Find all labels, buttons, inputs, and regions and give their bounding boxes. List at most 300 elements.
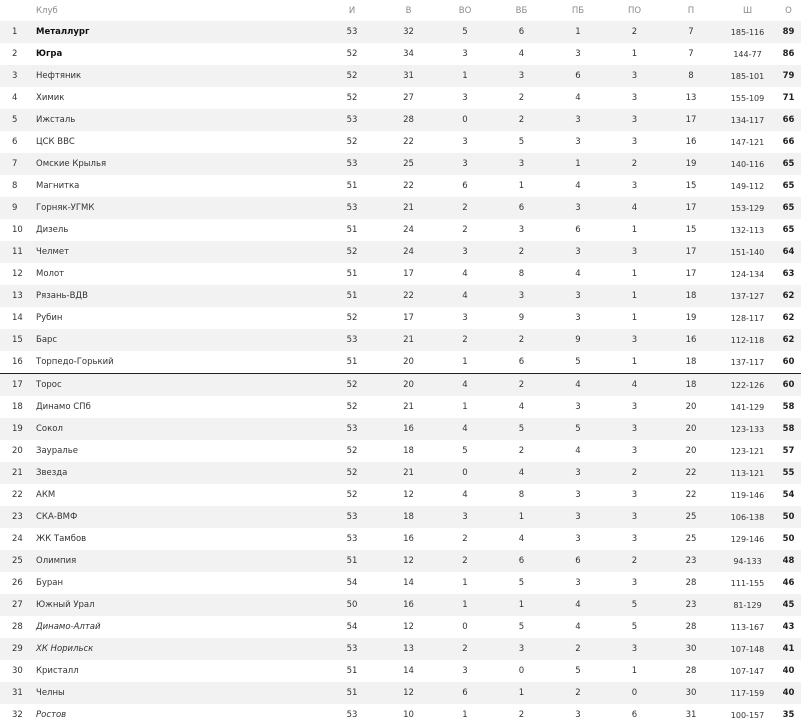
overtime-wins: 2 (437, 550, 493, 572)
wins: 24 (380, 219, 437, 241)
overtime-wins: 2 (437, 219, 493, 241)
losses: 19 (663, 307, 719, 329)
games-played: 53 (324, 704, 380, 726)
table-row[interactable] (0, 462, 801, 484)
team-position: 22 (0, 484, 32, 506)
team-name[interactable]: Нефтяник (32, 65, 324, 87)
overtime-losses: 2 (606, 153, 663, 175)
team-position: 10 (0, 219, 32, 241)
header-so-wins[interactable]: ВБ (515, 5, 528, 16)
points: 63 (776, 263, 801, 285)
overtime-losses: 1 (606, 43, 663, 65)
games-played: 52 (324, 307, 380, 329)
overtime-losses: 3 (606, 175, 663, 197)
overtime-losses: 3 (606, 241, 663, 263)
shootout-wins: 1 (493, 594, 550, 616)
shootout-losses: 4 (550, 175, 606, 197)
table-row[interactable] (0, 528, 801, 550)
team-name[interactable]: Ростов (32, 704, 324, 726)
losses: 30 (663, 682, 719, 704)
table-row[interactable] (0, 131, 801, 153)
games-played: 52 (324, 43, 380, 65)
points: 65 (776, 153, 801, 175)
games-played: 51 (324, 660, 380, 682)
overtime-losses: 3 (606, 131, 663, 153)
wins: 14 (380, 660, 437, 682)
games-played: 52 (324, 374, 380, 397)
table-row[interactable] (0, 594, 801, 616)
wins: 21 (380, 462, 437, 484)
points: 55 (776, 462, 801, 484)
shootout-wins: 2 (493, 329, 550, 351)
team-name[interactable]: Рязань-ВДВ (32, 285, 324, 307)
overtime-wins: 4 (437, 418, 493, 440)
points: 64 (776, 241, 801, 263)
goal-difference: 149-112 (719, 175, 776, 197)
losses: 8 (663, 65, 719, 87)
shootout-losses: 3 (550, 572, 606, 594)
points: 58 (776, 418, 801, 440)
header-row (0, 0, 801, 21)
shootout-losses: 4 (550, 594, 606, 616)
header-position[interactable] (0, 0, 32, 21)
team-name[interactable]: Челны (32, 682, 324, 704)
table-row[interactable] (0, 241, 801, 263)
team-name[interactable]: Дизель (32, 219, 324, 241)
wins: 16 (380, 418, 437, 440)
shootout-wins: 6 (493, 351, 550, 374)
shootout-losses: 3 (550, 131, 606, 153)
table-row[interactable] (0, 506, 801, 528)
team-name[interactable]: Магнитка (32, 175, 324, 197)
goal-difference: 137-127 (719, 285, 776, 307)
shootout-wins: 2 (493, 374, 550, 397)
overtime-wins: 6 (437, 175, 493, 197)
points: 66 (776, 109, 801, 131)
goal-difference: 123-121 (719, 440, 776, 462)
team-name[interactable]: АКМ (32, 484, 324, 506)
points: 62 (776, 329, 801, 351)
wins: 14 (380, 572, 437, 594)
team-position: 32 (0, 704, 32, 726)
shootout-losses: 6 (550, 550, 606, 572)
table-row[interactable] (0, 43, 801, 65)
team-name[interactable]: Южный Урал (32, 594, 324, 616)
overtime-wins: 1 (437, 594, 493, 616)
overtime-losses: 4 (606, 197, 663, 219)
losses: 15 (663, 175, 719, 197)
overtime-wins: 5 (437, 21, 493, 43)
overtime-losses: 3 (606, 65, 663, 87)
goal-difference: 81-129 (719, 594, 776, 616)
overtime-wins: 4 (437, 374, 493, 397)
team-name[interactable]: Металлург (32, 21, 324, 43)
goal-difference: 155-109 (719, 87, 776, 109)
games-played: 51 (324, 351, 380, 374)
table-row[interactable] (0, 704, 801, 726)
shootout-losses: 3 (550, 43, 606, 65)
goal-difference: 132-113 (719, 219, 776, 241)
overtime-losses: 1 (606, 351, 663, 374)
shootout-wins: 3 (493, 153, 550, 175)
games-played: 54 (324, 616, 380, 638)
losses: 22 (663, 484, 719, 506)
goal-difference: 107-148 (719, 638, 776, 660)
goal-difference: 153-129 (719, 197, 776, 219)
games-played: 53 (324, 528, 380, 550)
points: 89 (776, 21, 801, 43)
overtime-wins: 3 (437, 43, 493, 65)
standings-header (0, 0, 801, 21)
losses: 31 (663, 704, 719, 726)
goal-difference: 144-77 (719, 43, 776, 65)
shootout-wins: 3 (493, 219, 550, 241)
shootout-losses: 3 (550, 396, 606, 418)
shootout-losses: 9 (550, 329, 606, 351)
overtime-losses: 2 (606, 550, 663, 572)
team-position: 19 (0, 418, 32, 440)
table-row[interactable] (0, 109, 801, 131)
overtime-losses: 1 (606, 307, 663, 329)
wins: 17 (380, 307, 437, 329)
losses: 15 (663, 219, 719, 241)
overtime-wins: 2 (437, 197, 493, 219)
header-wins[interactable]: В (405, 5, 412, 16)
losses: 7 (663, 43, 719, 65)
header-ot-wins[interactable]: ВО (458, 5, 472, 16)
overtime-losses: 3 (606, 440, 663, 462)
shootout-losses: 3 (550, 462, 606, 484)
wins: 24 (380, 241, 437, 263)
overtime-losses: 1 (606, 285, 663, 307)
table-row[interactable] (0, 638, 801, 660)
table-row[interactable] (0, 616, 801, 638)
wins: 13 (380, 638, 437, 660)
table-row[interactable] (0, 418, 801, 440)
table-row[interactable] (0, 197, 801, 219)
table-row[interactable] (0, 329, 801, 351)
shootout-wins: 2 (493, 87, 550, 109)
overtime-losses: 5 (606, 594, 663, 616)
points: 58 (776, 396, 801, 418)
shootout-wins: 3 (493, 638, 550, 660)
team-position: 16 (0, 351, 32, 374)
games-played: 52 (324, 241, 380, 263)
team-name[interactable]: Буран (32, 572, 324, 594)
team-name[interactable]: Сокол (32, 418, 324, 440)
team-name[interactable]: Торос (32, 374, 324, 397)
team-name[interactable]: Звезда (32, 462, 324, 484)
shootout-wins: 4 (493, 528, 550, 550)
goal-difference: 129-146 (719, 528, 776, 550)
shootout-losses: 3 (550, 109, 606, 131)
shootout-losses: 3 (550, 285, 606, 307)
shootout-losses: 3 (550, 506, 606, 528)
header-games[interactable]: И (348, 5, 356, 16)
overtime-losses: 3 (606, 396, 663, 418)
team-name[interactable]: СКА-ВМФ (32, 506, 324, 528)
team-name[interactable]: Динамо-Алтай (32, 616, 324, 638)
games-played: 52 (324, 87, 380, 109)
shootout-wins: 2 (493, 704, 550, 726)
wins: 25 (380, 153, 437, 175)
overtime-wins: 3 (437, 660, 493, 682)
team-name[interactable]: Ижсталь (32, 109, 324, 131)
losses: 23 (663, 594, 719, 616)
team-position: 31 (0, 682, 32, 704)
losses: 7 (663, 21, 719, 43)
table-row[interactable] (0, 351, 801, 374)
table-row[interactable] (0, 263, 801, 285)
losses: 25 (663, 528, 719, 550)
shootout-losses: 3 (550, 241, 606, 263)
header-so-losses[interactable]: ПБ (571, 5, 585, 16)
team-name[interactable]: Молот (32, 263, 324, 285)
losses: 22 (663, 462, 719, 484)
shootout-losses: 3 (550, 197, 606, 219)
losses: 18 (663, 351, 719, 374)
goal-difference: 185-101 (719, 65, 776, 87)
points: 62 (776, 285, 801, 307)
table-row[interactable] (0, 175, 801, 197)
overtime-losses: 3 (606, 109, 663, 131)
shootout-losses: 3 (550, 528, 606, 550)
goal-difference: 113-121 (719, 462, 776, 484)
shootout-wins: 6 (493, 197, 550, 219)
games-played: 52 (324, 396, 380, 418)
shootout-losses: 3 (550, 484, 606, 506)
points: 60 (776, 351, 801, 374)
games-played: 53 (324, 638, 380, 660)
losses: 28 (663, 616, 719, 638)
table-row[interactable] (0, 285, 801, 307)
standings-body (0, 21, 801, 726)
shootout-wins: 1 (493, 175, 550, 197)
shootout-wins: 4 (493, 43, 550, 65)
games-played: 54 (324, 572, 380, 594)
overtime-wins: 2 (437, 329, 493, 351)
overtime-wins: 3 (437, 241, 493, 263)
team-name[interactable]: Челмет (32, 241, 324, 263)
goal-difference: 122-126 (719, 374, 776, 397)
team-name[interactable]: Химик (32, 87, 324, 109)
shootout-wins: 6 (493, 550, 550, 572)
team-name[interactable]: ЦСК ВВС (32, 131, 324, 153)
games-played: 52 (324, 462, 380, 484)
wins: 20 (380, 374, 437, 397)
header-losses[interactable]: П (687, 5, 695, 16)
games-played: 52 (324, 440, 380, 462)
shootout-wins: 8 (493, 263, 550, 285)
team-name[interactable]: ЖК Тамбов (32, 528, 324, 550)
overtime-losses: 2 (606, 21, 663, 43)
team-position: 17 (0, 374, 32, 397)
points: 66 (776, 131, 801, 153)
losses: 17 (663, 197, 719, 219)
shootout-wins: 3 (493, 285, 550, 307)
shootout-losses: 5 (550, 418, 606, 440)
shootout-wins: 1 (493, 506, 550, 528)
games-played: 51 (324, 285, 380, 307)
shootout-losses: 5 (550, 351, 606, 374)
points: 57 (776, 440, 801, 462)
losses: 20 (663, 440, 719, 462)
points: 62 (776, 307, 801, 329)
wins: 22 (380, 131, 437, 153)
points: 65 (776, 197, 801, 219)
team-name[interactable]: Горняк-УГМК (32, 197, 324, 219)
wins: 21 (380, 329, 437, 351)
losses: 16 (663, 329, 719, 351)
shootout-losses: 3 (550, 307, 606, 329)
table-row[interactable] (0, 65, 801, 87)
wins: 20 (380, 351, 437, 374)
table-row[interactable] (0, 550, 801, 572)
games-played: 51 (324, 550, 380, 572)
goal-difference: 140-116 (719, 153, 776, 175)
losses: 18 (663, 374, 719, 397)
wins: 12 (380, 484, 437, 506)
team-name[interactable]: Югра (32, 43, 324, 65)
games-played: 53 (324, 21, 380, 43)
table-row[interactable] (0, 21, 801, 43)
team-name[interactable]: Торпедо-Горький (32, 351, 324, 374)
shootout-wins: 9 (493, 307, 550, 329)
wins: 16 (380, 594, 437, 616)
team-position: 21 (0, 462, 32, 484)
table-row[interactable] (0, 682, 801, 704)
header-points[interactable]: О (785, 5, 792, 16)
games-played: 53 (324, 109, 380, 131)
losses: 18 (663, 285, 719, 307)
points: 54 (776, 484, 801, 506)
overtime-losses: 3 (606, 329, 663, 351)
team-position: 9 (0, 197, 32, 219)
team-name[interactable]: Барс (32, 329, 324, 351)
shootout-wins: 0 (493, 660, 550, 682)
wins: 34 (380, 43, 437, 65)
overtime-wins: 1 (437, 396, 493, 418)
table-row[interactable] (0, 484, 801, 506)
losses: 20 (663, 396, 719, 418)
team-name[interactable]: Рубин (32, 307, 324, 329)
table-row[interactable] (0, 307, 801, 329)
losses: 30 (663, 638, 719, 660)
wins: 18 (380, 440, 437, 462)
header-ot-losses[interactable]: ПО (627, 5, 642, 16)
team-name[interactable]: ХК Норильск (32, 638, 324, 660)
team-position: 11 (0, 241, 32, 263)
table-row[interactable] (0, 572, 801, 594)
overtime-wins: 2 (437, 528, 493, 550)
table-row[interactable] (0, 153, 801, 175)
team-position: 15 (0, 329, 32, 351)
table-row[interactable] (0, 396, 801, 418)
overtime-wins: 4 (437, 285, 493, 307)
goal-difference: 137-117 (719, 351, 776, 374)
games-played: 53 (324, 506, 380, 528)
wins: 22 (380, 285, 437, 307)
overtime-wins: 3 (437, 506, 493, 528)
overtime-losses: 3 (606, 484, 663, 506)
overtime-losses: 3 (606, 418, 663, 440)
team-position: 2 (0, 43, 32, 65)
overtime-wins: 4 (437, 263, 493, 285)
shootout-losses: 1 (550, 153, 606, 175)
points: 43 (776, 616, 801, 638)
wins: 12 (380, 550, 437, 572)
table-row[interactable] (0, 87, 801, 109)
points: 48 (776, 550, 801, 572)
team-position: 20 (0, 440, 32, 462)
team-name[interactable]: Олимпия (32, 550, 324, 572)
shootout-losses: 4 (550, 616, 606, 638)
games-played: 52 (324, 484, 380, 506)
goal-difference: 128-117 (719, 307, 776, 329)
team-position: 8 (0, 175, 32, 197)
losses: 19 (663, 153, 719, 175)
goal-difference: 117-159 (719, 682, 776, 704)
overtime-wins: 1 (437, 65, 493, 87)
wins: 21 (380, 396, 437, 418)
shootout-wins: 4 (493, 462, 550, 484)
games-played: 51 (324, 682, 380, 704)
team-name[interactable]: Зауралье (32, 440, 324, 462)
games-played: 50 (324, 594, 380, 616)
team-position: 13 (0, 285, 32, 307)
team-position: 27 (0, 594, 32, 616)
goal-difference: 185-116 (719, 21, 776, 43)
team-position: 1 (0, 21, 32, 43)
wins: 16 (380, 528, 437, 550)
points: 45 (776, 594, 801, 616)
team-name[interactable]: Кристалл (32, 660, 324, 682)
table-row[interactable] (0, 374, 801, 397)
losses: 17 (663, 263, 719, 285)
points: 40 (776, 682, 801, 704)
shootout-wins: 6 (493, 21, 550, 43)
overtime-losses: 1 (606, 660, 663, 682)
wins: 22 (380, 175, 437, 197)
goal-difference: 141-129 (719, 396, 776, 418)
games-played: 51 (324, 219, 380, 241)
team-name[interactable]: Динамо СПб (32, 396, 324, 418)
wins: 27 (380, 87, 437, 109)
wins: 21 (380, 197, 437, 219)
shootout-losses: 4 (550, 374, 606, 397)
games-played: 53 (324, 197, 380, 219)
goal-difference: 106-138 (719, 506, 776, 528)
table-row[interactable] (0, 440, 801, 462)
overtime-wins: 0 (437, 616, 493, 638)
shootout-wins: 5 (493, 131, 550, 153)
table-row[interactable] (0, 219, 801, 241)
shootout-wins: 8 (493, 484, 550, 506)
shootout-wins: 2 (493, 241, 550, 263)
points: 86 (776, 43, 801, 65)
overtime-losses: 3 (606, 87, 663, 109)
shootout-losses: 4 (550, 263, 606, 285)
overtime-losses: 3 (606, 506, 663, 528)
header-club[interactable]: Клуб (36, 5, 58, 16)
overtime-losses: 1 (606, 219, 663, 241)
team-name[interactable]: Омские Крылья (32, 153, 324, 175)
overtime-wins: 6 (437, 682, 493, 704)
wins: 31 (380, 65, 437, 87)
header-goals[interactable]: Ш (742, 5, 753, 16)
table-row[interactable] (0, 660, 801, 682)
shootout-wins: 3 (493, 65, 550, 87)
